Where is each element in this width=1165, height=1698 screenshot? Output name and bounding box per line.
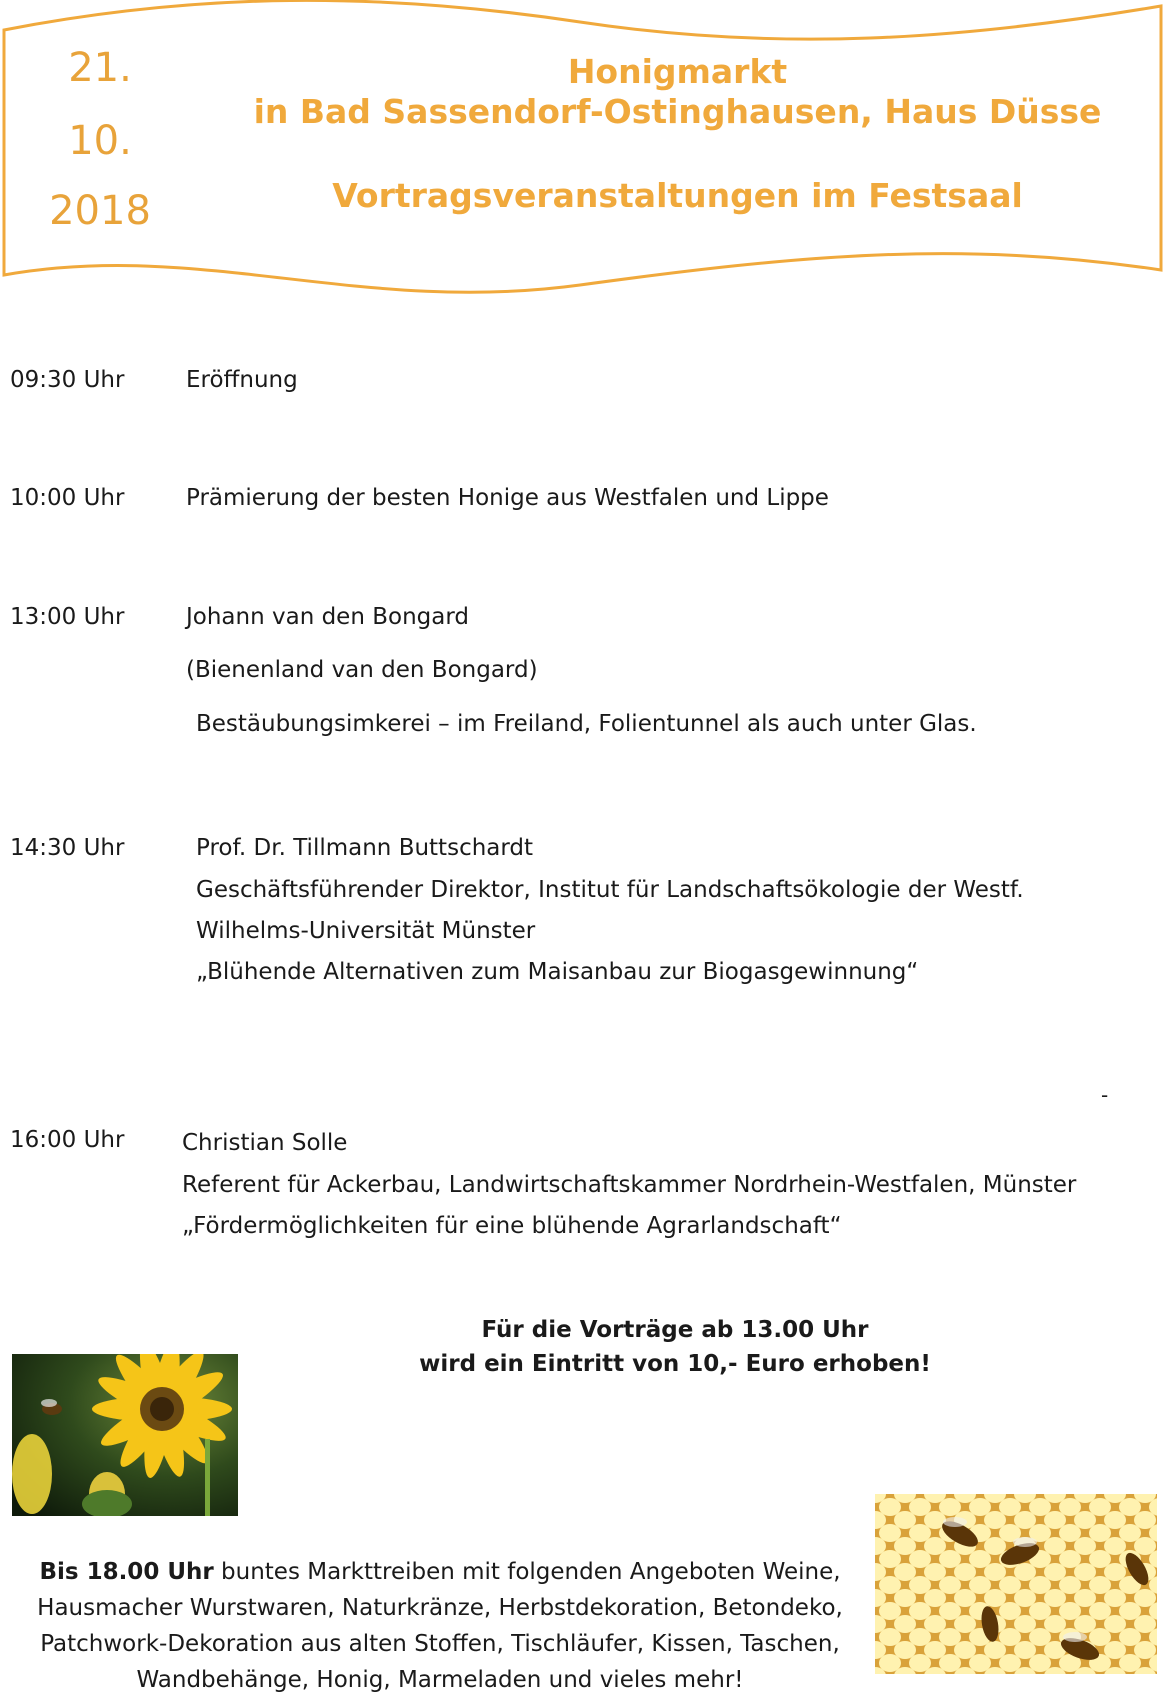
time-0930: 09:30 Uhr: [10, 367, 125, 393]
market-line: Wandbehänge, Honig, Marmeladen und vieles mehr!: [136, 1667, 744, 1693]
entry-fee-notice: [400, 1313, 950, 1381]
date-year: 2018: [49, 188, 151, 234]
market-line: Patchwork-Dekoration aus alten Stoffen, Tischläufer, Kissen, Taschen,: [40, 1631, 840, 1657]
program-item-award: Prämierung der besten Honige aus Westfalen und Lippe: [186, 485, 829, 511]
date-month: 10.: [68, 118, 132, 164]
time-1000: 10:00 Uhr: [10, 485, 125, 511]
talk-title: „Fördermöglichkeiten für eine blühende Agrarlandschaft“: [182, 1213, 842, 1239]
speaker-affiliation: Geschäftsführender Direktor, Institut für Landschaftsökologie der Westf.: [196, 877, 1024, 903]
market-line-rest: buntes Markttreiben mit folgenden Angeboten Weine,: [213, 1559, 841, 1585]
time-1300: 13:00 Uhr: [10, 604, 125, 630]
honeycomb-bees-photo: [875, 1494, 1157, 1674]
speaker-name: Johann van den Bongard: [186, 604, 469, 630]
speaker-affiliation: Wilhelms-Universität Münster: [196, 918, 536, 944]
notice-line: wird ein Eintritt von 10,- Euro erhoben!: [419, 1351, 931, 1377]
speaker-name: Christian Solle: [182, 1130, 348, 1156]
program-item-opening: Eröffnung: [186, 367, 298, 393]
title-subtitle: Vortragsveranstaltungen im Festsaal: [332, 176, 1023, 215]
market-closing-time: Bis 18.00 Uhr: [39, 1559, 214, 1585]
talk-title: Bestäubungsimkerei – im Freiland, Folientunnel als auch unter Glas.: [196, 711, 977, 737]
honeycomb-image: [875, 1494, 1157, 1674]
date-day: 21.: [68, 45, 132, 91]
header-banner: [0, 0, 1165, 300]
market-description: [10, 1554, 870, 1698]
flower-image: [12, 1354, 238, 1516]
talk-title: „Blühende Alternativen zum Maisanbau zur Biogasgewinnung“: [196, 959, 919, 985]
title-honigmarkt: Honigmarkt: [567, 52, 788, 91]
sunflower-bee-photo: [12, 1354, 238, 1516]
stray-dash: -: [1101, 1083, 1109, 1107]
wavy-frame: [0, 0, 1165, 300]
notice-line: Für die Vorträge ab 13.00 Uhr: [481, 1317, 869, 1343]
market-line: [10, 1554, 870, 1590]
title-location: in Bad Sassendorf-Ostinghausen, Haus Düsse: [253, 92, 1102, 131]
time-1430: 14:30 Uhr: [10, 835, 125, 861]
time-1600: 16:00 Uhr: [10, 1127, 125, 1153]
market-line: Hausmacher Wurstwaren, Naturkränze, Herbstdekoration, Betondeko,: [37, 1595, 843, 1621]
speaker-name: Prof. Dr. Tillmann Buttschardt: [196, 835, 534, 861]
speaker-affiliation: (Bienenland van den Bongard): [186, 657, 538, 683]
speaker-affiliation: Referent für Ackerbau, Landwirtschaftskammer Nordrhein-Westfalen, Münster: [182, 1172, 1077, 1198]
